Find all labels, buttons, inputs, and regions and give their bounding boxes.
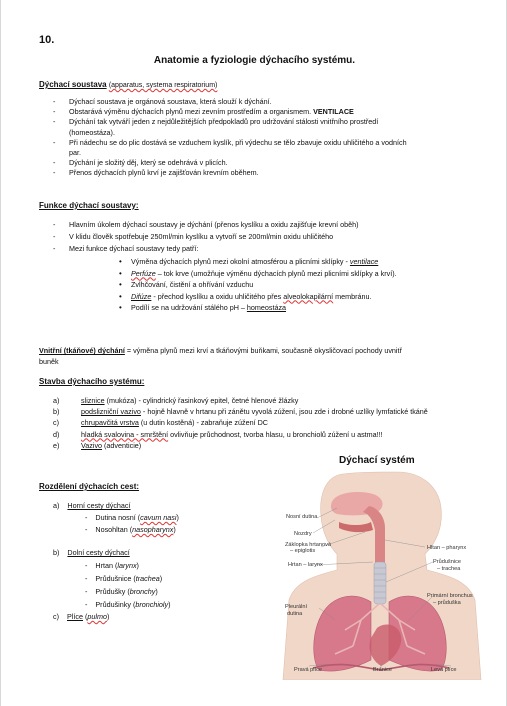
section-heading-structure: Stavba dýchacího systému:: [39, 377, 145, 386]
structure-item-cartilage: c) chrupavčitá vrstva (u dutin kostěná) - zabraňuje zúžení DC: [53, 418, 268, 428]
label-epiglottis: Záklopka hrtanová: [285, 542, 332, 548]
bullet-item-humidification: • Zvlhčování, čistění a ohřívání vzduchu: [117, 279, 457, 291]
functions-bullet-list: [117, 256, 457, 314]
list-item-continuation: (homeostáza).: [69, 127, 115, 137]
lower-airways-item: - Průdušky (bronchy): [85, 587, 158, 596]
bullet-item-diffusion: • Difúze - přechod kyslíku a oxidu uhličitého přes alveolokapilární membránu.: [117, 291, 457, 303]
label-pleural-cavity: Pleurální: [285, 604, 308, 610]
label-primary-bronchus-2: – průduška: [433, 600, 461, 606]
label-right-lung: Pravá plíce: [294, 667, 322, 673]
section-heading-functions: Funkce dýchací soustavy:: [39, 201, 139, 210]
section-heading-respiratory-system: Dýchací soustava (apparatus, systema respiratorium): [39, 80, 218, 89]
list-item-continuation: par.: [69, 148, 81, 158]
label-pleural-cavity-2: dutina: [287, 611, 303, 617]
list-item: - Dýchání tak vytváří jeden z nejdůležitějších předpokladů pro udržování stálosti vnitřního prostředí: [53, 117, 473, 127]
upper-airways-item: - Dutina nosní (cavum nasi): [85, 513, 179, 522]
structure-list: [53, 395, 493, 451]
trachea-shape: [374, 562, 386, 604]
lower-airways-item: - Průdušnice (trachea): [85, 574, 163, 583]
diagram-title: Dýchací systém: [339, 455, 415, 466]
respiratory-system-list: [53, 97, 473, 179]
page-number: 10.: [39, 34, 55, 46]
structure-item-mucosa: a) sliznice (mukóza) - cylindrický řasinkový epitel, četné hlenové žlázky: [53, 396, 299, 405]
label-pharynx: Hltan – pharynx: [427, 545, 467, 551]
list-item: - Přenos dýchacích plynů krví je zajišťován krevním oběhem.: [53, 168, 473, 178]
lungs-label: c) Plíce (pulmo): [53, 612, 110, 621]
label-primary-bronchus: Primární bronchus: [427, 593, 473, 599]
internal-respiration-paragraph: Vnitřní (tkáňové) dýchání = výměna plynů mezi krví a tkáňovými buňkami, současně okysličovací pochody uvnitř: [39, 346, 402, 355]
list-item: - Dýchací soustava je orgánová soustava, která slouží k dýchání.: [53, 97, 473, 107]
structure-item-submucosa: b) podslizniční vazivo - hojně hlavně v hrtanu při zánětu vyvolá zúžení, jsou zde i drobné uzlíky lymfatické tkáně: [53, 407, 428, 417]
list-item: - V klidu člověk spotřebuje 250ml/min kyslíku a vytvoří se 200ml/min oxidu uhličitého: [53, 231, 473, 243]
label-trachea: Průdušnice: [433, 559, 461, 565]
label-left-lung: Levá plíce: [431, 667, 457, 673]
list-item: - Při nádechu se do plic dostává se vzduchem kyslík, při výdechu se tělo zbavuje oxidu uhličitého a vodních: [53, 138, 473, 148]
label-trachea-latin: – trachea: [437, 566, 461, 572]
bullet-item-homeostasis: • Podílí se na udržování stálého pH – homeostáza: [117, 302, 457, 314]
bullet-item-perfusion: • Perfúze – tok krve (umožňuje výměnu dýchacích plynů mezi plicními sklípky a krví).: [117, 268, 457, 280]
upper-airways-label: a) Horní cesty dýchací: [53, 501, 131, 510]
bullet-item-ventilation: • Výměna dýchacích plynů mezi okolní atmosférou a plicními sklípky - ventilace: [117, 256, 457, 268]
section-heading-airways: Rozdělení dýchacích cest:: [39, 482, 140, 491]
structure-item-smooth-muscle: d) hladká svalovina - smrštění ovlivňuje průchodnost, tvorba hlasu, u bronchiolů zúžení u astma!!!: [53, 429, 383, 439]
list-item: - Hlavním úkolem dýchací soustavy je dýchání (přenos kyslíku a oxidu zajišťuje krevní oběh): [53, 219, 473, 231]
document-title: Anatomie a fyziologie dýchacího systému.: [153, 55, 356, 66]
label-epiglottis-latin: – epiglotis: [290, 548, 316, 554]
respiratory-system-diagram: [273, 470, 491, 680]
upper-airways-item: - Nosohltan (nasopharynx): [85, 525, 176, 534]
lower-airways-label: b) Dolní cesty dýchací: [53, 548, 130, 557]
list-item: - Mezi funkce dýchací soustavy tedy patří:: [53, 243, 473, 255]
label-larynx: Hrtan – larynx: [288, 562, 323, 568]
lower-airways-item: - Průdušinky (bronchioly): [85, 600, 171, 609]
label-diaphragm: Bránice: [373, 667, 392, 673]
list-item: - Obstarává výměnu dýchacích plynů mezi zevním prostředím a organismem. VENTILACE: [53, 107, 473, 117]
list-item: - Dýchání je složitý děj, který se odehrává v plicích.: [53, 158, 473, 168]
label-nasal-cavity: Nosní dutina: [286, 514, 318, 520]
label-nostrils: Nozdry: [294, 531, 312, 537]
functions-list: [53, 219, 473, 255]
structure-item-adventitia: e) Vazivo (adventicie): [53, 440, 142, 450]
lower-airways-item: - Hrtan (larynx): [85, 561, 139, 570]
internal-respiration-continuation: buněk: [39, 357, 59, 366]
